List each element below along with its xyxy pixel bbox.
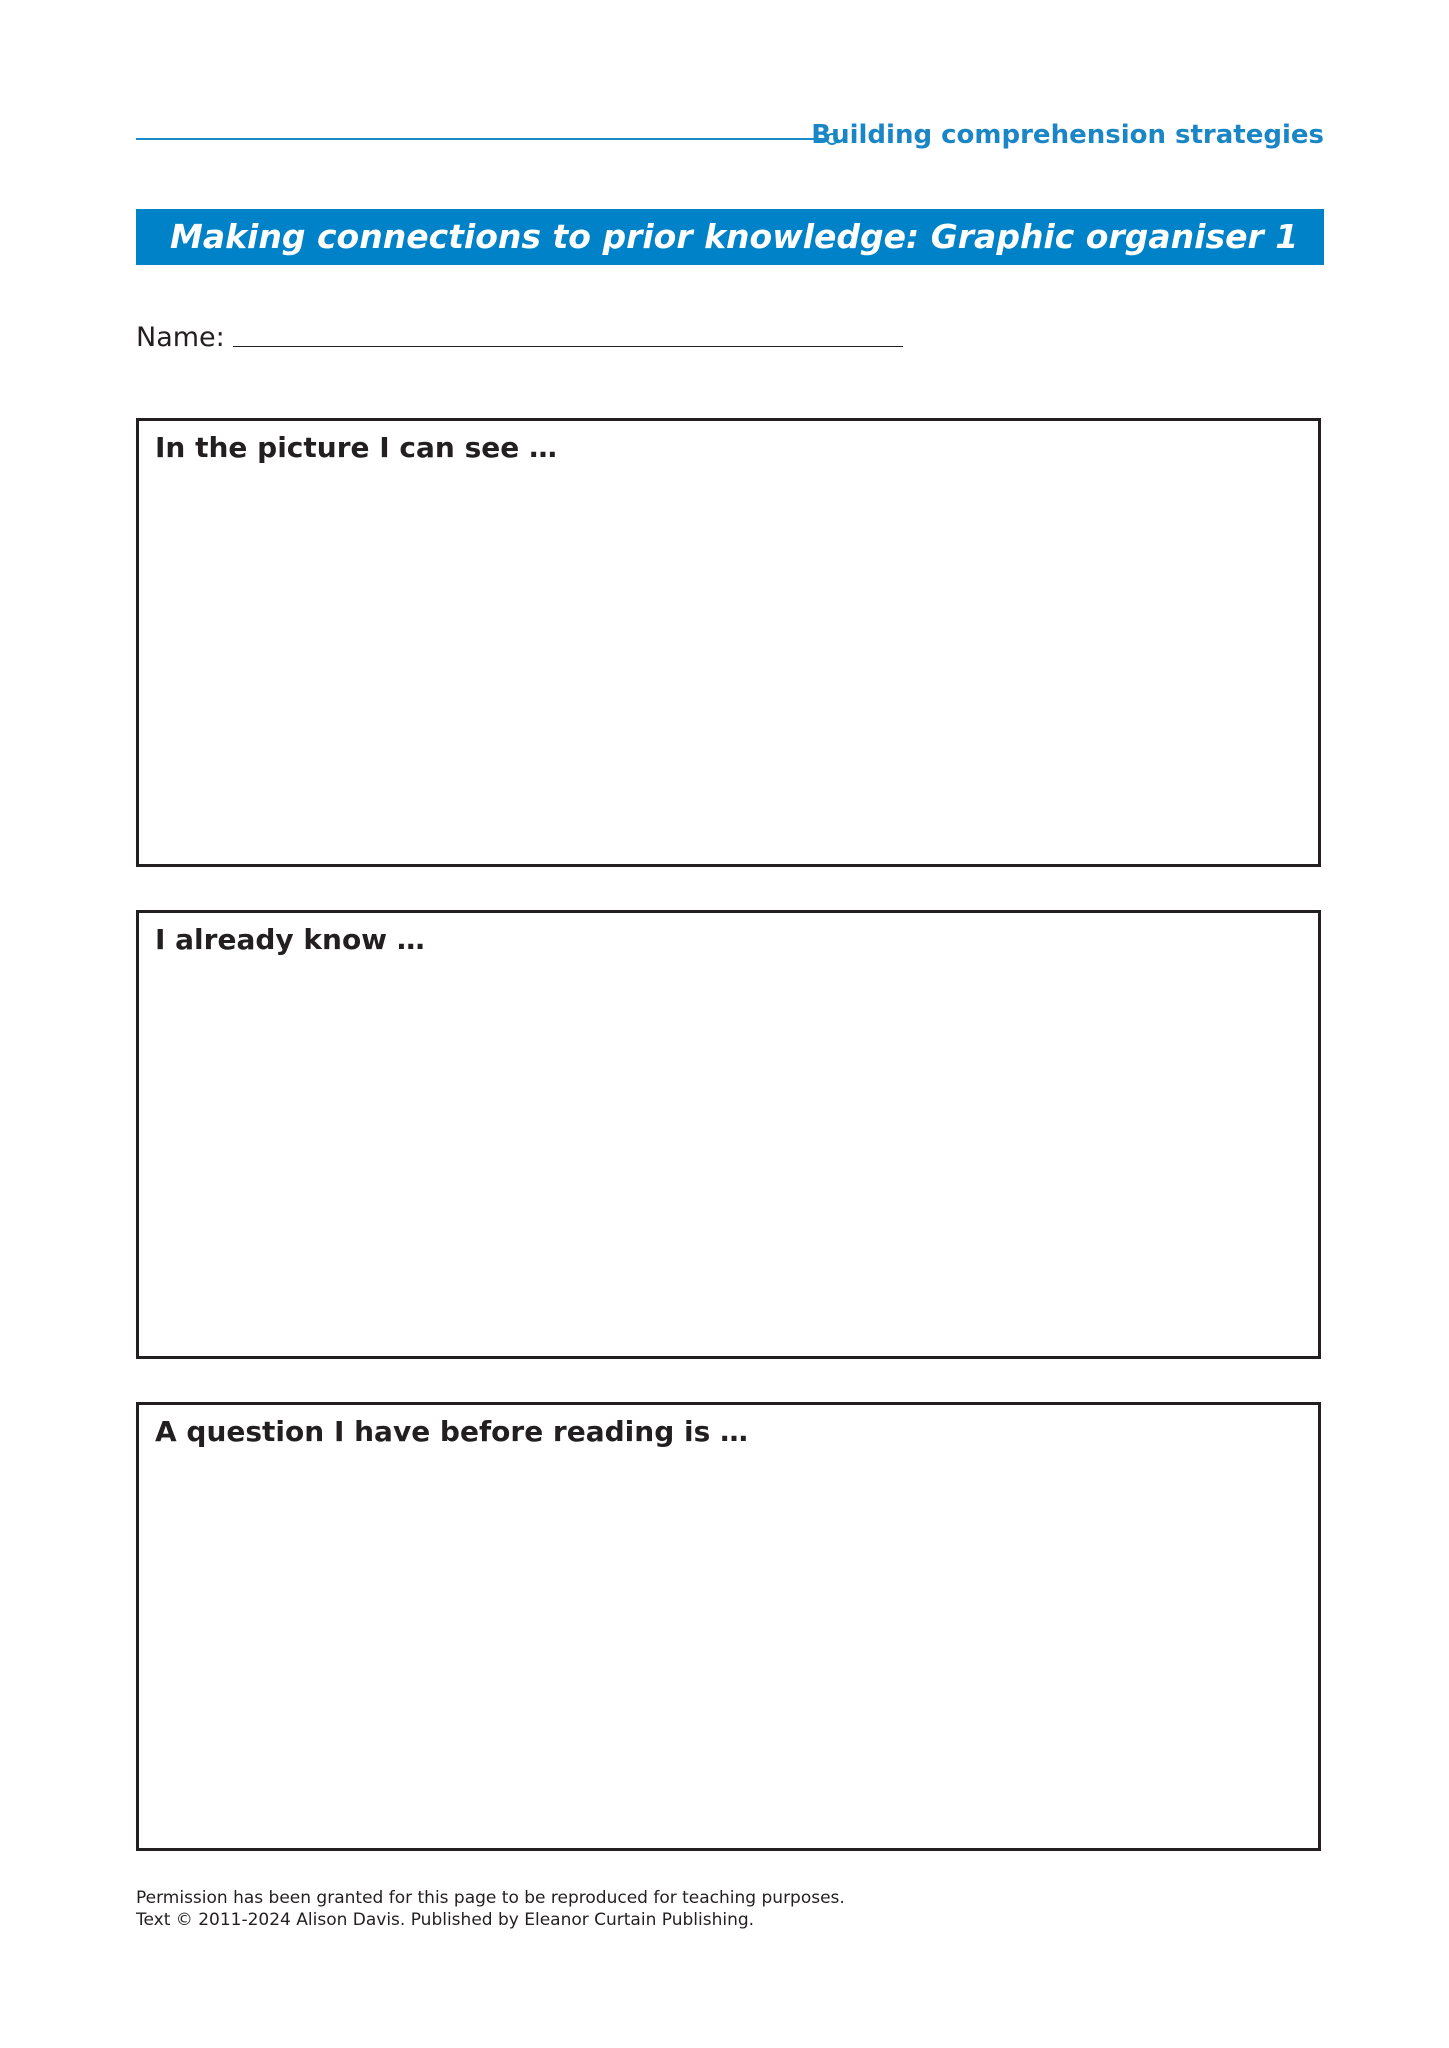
footer [136,1887,845,1931]
picture-observation-answer-area[interactable] [139,481,1318,864]
pre-reading-question-prompt: A question I have before reading is … [155,1415,749,1448]
prior-knowledge-answer-area[interactable] [139,973,1318,1356]
prior-knowledge-box [136,910,1321,1359]
name-write-line[interactable] [233,346,903,347]
page-title: Making connections to prior knowledge: Graphic organiser 1 [170,217,1299,256]
pre-reading-question-box [136,1402,1321,1851]
title-banner [136,209,1324,265]
picture-observation-prompt: In the picture I can see … [155,431,557,464]
footer-permission-text: Permission has been granted for this page to be reproduced for teaching purposes. [136,1888,845,1908]
picture-observation-box [136,418,1321,867]
prior-knowledge-prompt: I already know … [155,923,425,956]
pre-reading-question-answer-area[interactable] [139,1465,1318,1848]
name-label: Name: [136,322,225,353]
series-title: Building comprehension strategies [811,120,1324,150]
header-rule [136,138,829,140]
footer-copyright-text: Text © 2011-2024 Alison Davis. Published by Eleanor Curtain Publishing. [136,1910,755,1930]
